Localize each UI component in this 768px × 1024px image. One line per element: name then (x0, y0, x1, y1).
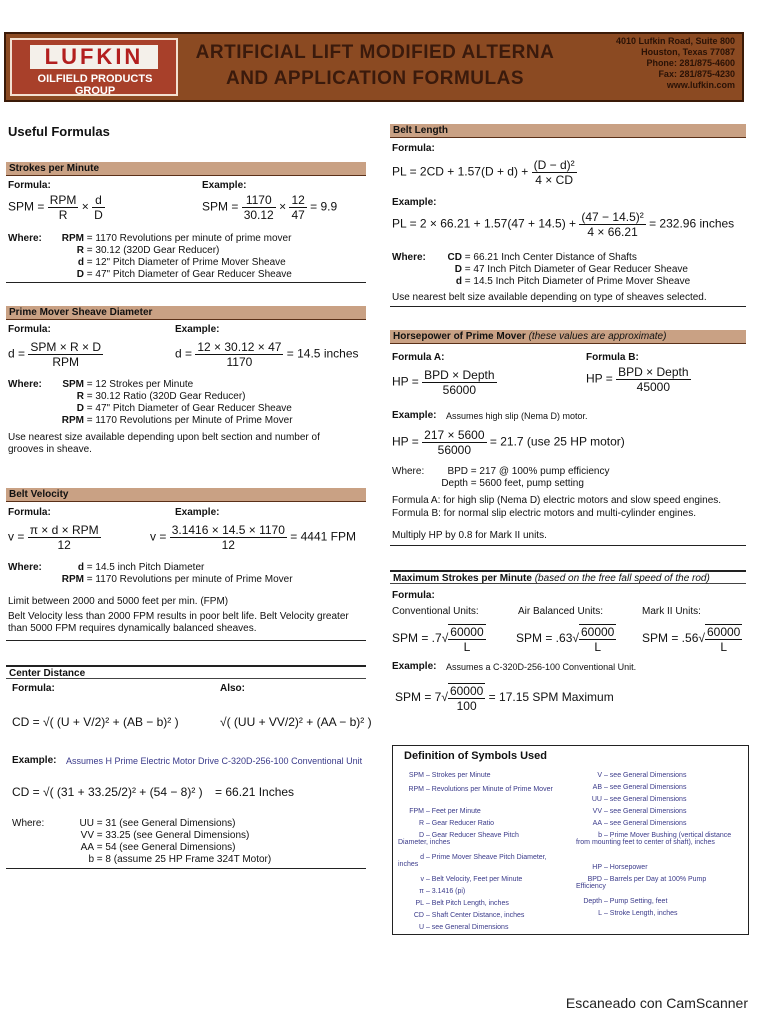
def-row: d = 14.5 inch Pitch Diameter (77, 562, 205, 573)
def-row: BPD = 217 @ 100% pump efficiency (447, 466, 610, 477)
strokes-formula: SPM = $\frac{\text{RPM}}{R}$ × $\frac{d}{D}$ (8, 193, 103, 222)
bl-formula: PL = 2CD + 1.57(D + d) + $\frac{\text{(D − d)²}}{4 \times CD}$ (392, 158, 575, 187)
def-row: b = 8 (assume 25 HP Frame 324T Motor) (88, 854, 272, 865)
prime-formula-label: Formula: (8, 324, 51, 335)
section-belt-length-title: Belt Length (390, 124, 746, 138)
hp-defs (432, 466, 742, 490)
velocity-where-label: Where: (8, 562, 42, 573)
logo-main-text: LUFKIN (30, 45, 158, 69)
hp-example: HP = $\frac{217 \times 5600}{56000}$ = 21.7 (use 25 HP motor) (392, 428, 625, 457)
bl-defs (432, 252, 742, 288)
section-center-distance-title: Center Distance (6, 665, 366, 679)
symbol-row: RPM – Revolutions per Minute of Prime Mover (408, 786, 553, 793)
hp-note-b: Formula B: for normal slip electric motors and multi-cylinder engines. (392, 508, 696, 519)
symbols-title: Definition of Symbols Used (404, 750, 548, 762)
ms-title-note: (based on the free fall speed of the rod) (534, 573, 710, 584)
hp-note-a: Formula A: for high slip (Nema D) electric motors and slow speed engines. (392, 495, 722, 506)
ms-conv-label: Conventional Units: (392, 606, 479, 617)
strokes-example: SPM = $\frac{1170}{30.12}$ × $\frac{12}{47}$ = 9.9 (202, 193, 338, 222)
symbol-row: AB – see General Dimensions (592, 784, 687, 791)
camscanner-watermark: Escaneado con CamScanner (565, 995, 748, 1011)
hp-formula-a-label: Formula A: (392, 352, 445, 363)
divider (390, 545, 746, 546)
symbol-row: D – Gear Reducer Sheave Pitch Diameter, inches (398, 832, 519, 846)
bl-example: PL = 2 × 66.21 + 1.57(47 + 14.5) + $\frac{\text{(47 − 14.5)²}}{4 \times 66.21}$ = 232.96 inches (392, 210, 735, 239)
divider (6, 868, 366, 869)
section-belt-velocity-title: Belt Velocity (6, 488, 366, 502)
logo-sub-text: OILFIELD PRODUCTS GROUP (37, 73, 153, 97)
page-title: Useful Formulas (8, 124, 110, 139)
address-line: Fax: 281/875-4230 (658, 69, 735, 79)
symbol-row: UU – see General Dimensions (591, 796, 687, 803)
strokes-defs (50, 233, 360, 281)
divider (6, 282, 366, 283)
velocity-example: v = $\frac{3.1416 \times 14.5 \times 1170}{12}$ = 4441 FPM (150, 523, 356, 552)
ms-example: SPM = 7√ $\frac{60000}{100}$ = 17.15 SPM Maximum (395, 684, 614, 713)
address-line: Phone: 281/875-4600 (646, 58, 735, 68)
banner-title (195, 40, 555, 92)
banner-address (585, 36, 735, 91)
symbol-row: FPM – Feet per Minute (409, 808, 481, 815)
symbol-row: d – Prime Mover Sheave Pitch Diameter, inches (398, 854, 547, 868)
symbol-row: BPD – Barrels per Day at 100% Pump Efficiency (576, 876, 707, 890)
def-row: UU = 31 (see General Dimensions) (79, 818, 236, 829)
prime-example-label: Example: (175, 324, 220, 335)
def-row: R = 30.12 Ratio (320D Gear Reducer) (76, 391, 246, 402)
hp-example-label: Example: (392, 410, 437, 421)
cd-example: CD = √( (31 + 33.25/2)² + (54 − 8)² ) (12, 785, 203, 799)
def-row: Depth = 5600 feet, pump setting (441, 478, 584, 489)
prime-defs (50, 379, 360, 427)
def-row: RPM = 1170 Revolutions per minute of prime mover (61, 233, 292, 244)
cd-also-formula: √( (UU + VV/2)² + (AA − b)² ) (220, 715, 372, 729)
lufkin-logo (10, 38, 178, 96)
hp-formula-a: HP = $\frac{\text{BPD × Depth}}{56000}$ (392, 368, 495, 397)
symbol-row: π – 3.1416 (pi) (419, 888, 466, 895)
def-row: D = 47" Pitch Diameter of Gear Reducer Sheave (76, 269, 292, 280)
ms-air-label: Air Balanced Units: (518, 606, 604, 617)
section-max-strokes-title (390, 570, 746, 584)
def-row: D = 47" Pitch Diameter of Gear Reducer Sheave (76, 403, 292, 414)
def-row: R = 30.12 (320D Gear Reducer) (76, 245, 220, 256)
symbol-row: VV – see General Dimensions (592, 808, 687, 815)
cd-example-note: Assumes H Prime Electric Motor Drive C-320D-256-100 Conventional Unit (66, 756, 363, 766)
symbol-row: U – see General Dimensions (418, 924, 509, 931)
address-line: www.lufkin.com (666, 80, 735, 90)
hp-title: Horsepower of Prime Mover (393, 331, 526, 342)
strokes-example-label: Example: (202, 180, 247, 191)
def-row: CD = 66.21 Inch Center Distance of Shafts (447, 252, 637, 263)
velocity-formula: v = $\frac{\text{π × d × RPM}}{12}$ (8, 523, 99, 552)
def-row: RPM = 1170 Revolutions per minute of Prime Mover (61, 574, 293, 585)
cd-formula-label: Formula: (12, 683, 55, 694)
hp-title-note: (these values are approximate) (528, 331, 667, 342)
symbol-row: V – see General Dimensions (597, 772, 687, 779)
bl-note: Use nearest belt size available depending on type of sheaves selected. (392, 292, 707, 303)
ms-conv-formula: SPM = .7√ $\frac{60000}{L}$ (392, 625, 484, 654)
velocity-note-1: Limit between 2000 and 5000 feet per min. (FPM) (8, 596, 229, 607)
ms-mark-label: Mark II Units: (642, 606, 701, 617)
def-row: D = 47 Inch Pitch Diameter of Gear Reducer Sheave (454, 264, 688, 275)
hp-example-note: Assumes high slip (Nema D) motor. (446, 411, 588, 421)
symbol-row: v – Belt Velocity, Feet per Minute (420, 876, 523, 883)
hp-formula-b: HP = $\frac{\text{BPD × Depth}}{45000}$ (586, 365, 689, 394)
cd-also-label: Also: (220, 683, 245, 694)
symbol-row: HP – Horsepower (592, 864, 648, 871)
symbol-row: CD – Shaft Center Distance, inches (413, 912, 525, 919)
symbol-row: b – Prime Mover Bushing (vertical distance from mounting feet to center of shaft), inches (576, 832, 732, 846)
prime-example: d = $\frac{12 \times 30.12 \times 47}{1170}$ = 14.5 inches (175, 340, 359, 369)
ms-title: Maximum Strokes per Minute (393, 573, 532, 584)
address-line: 4010 Lufkin Road, Suite 800 (615, 36, 735, 46)
bl-formula-label: Formula: (392, 143, 435, 154)
banner-title-line2: AND APPLICATION FORMULAS (225, 68, 525, 89)
cd-example-label: Example: (12, 755, 57, 766)
def-row: RPM = 1170 Revolutions per Minute of Prime Mover (61, 415, 293, 426)
cd-defs (60, 818, 360, 866)
hp-note-c: Multiply HP by 0.8 for Mark II units. (392, 530, 547, 541)
section-prime-mover-title: Prime Mover Sheave Diameter (6, 306, 366, 320)
ms-formula-label: Formula: (392, 590, 435, 601)
symbol-row: SPM – Strokes per Minute (408, 772, 491, 779)
symbol-row: PL – Belt Pitch Length, inches (415, 900, 509, 907)
velocity-note-2: Belt Velocity less than 2000 FPM results in poor belt life. Belt Velocity greater than 5000 FPM requires dynamically balanced sheaves. (8, 611, 349, 634)
def-row: VV = 33.25 (see General Dimensions) (80, 830, 250, 841)
banner-title-line1: ARTIFICIAL LIFT MODIFIED ALTERNA (195, 42, 555, 63)
def-row: d = 12" Pitch Diameter of Prime Mover Sheave (77, 257, 286, 268)
divider (390, 306, 746, 307)
def-row: AA = 54 (see General Dimensions) (80, 842, 236, 853)
strokes-formula-label: Formula: (8, 180, 51, 191)
cd-formula: CD = √( (U + V/2)² + (AB − b)² ) (12, 715, 179, 729)
ms-air-formula: SPM = .63√ $\frac{60000}{L}$ (516, 625, 615, 654)
section-strokes-title: Strokes per Minute (6, 162, 366, 176)
bl-where-label: Where: (392, 252, 426, 263)
cd-where-label: Where: (12, 818, 45, 829)
prime-where-label: Where: (8, 379, 42, 390)
symbol-row: R – Gear Reducer Ratio (418, 820, 495, 827)
prime-formula: d = $\frac{\text{SPM × R × D}}{\text{RPM}}$ (8, 340, 102, 369)
section-horsepower-title (390, 330, 746, 344)
strokes-where-label: Where: (8, 233, 42, 244)
velocity-formula-label: Formula: (8, 507, 51, 518)
symbol-row: Depth – Pump Setting, feet (583, 898, 668, 905)
velocity-example-label: Example: (175, 507, 220, 518)
hp-where-label: Where: (392, 466, 425, 477)
address-line: Houston, Texas 77087 (641, 47, 735, 57)
def-row: d = 14.5 Inch Pitch Diameter of Prime Mover Sheave (455, 276, 691, 287)
ms-example-label: Example: (392, 661, 437, 672)
hp-formula-b-label: Formula B: (586, 352, 639, 363)
velocity-defs (50, 562, 360, 586)
bl-example-label: Example: (392, 197, 437, 208)
prime-note: Use nearest size available depending upon belt section and number of grooves in sheave. (8, 432, 320, 455)
symbol-row: L – Stroke Length, inches (598, 910, 678, 917)
cd-example-result: = 66.21 Inches (215, 785, 295, 799)
ms-mark-formula: SPM = .56√ $\frac{60000}{L}$ (642, 625, 741, 654)
symbol-row: AA – see General Dimensions (592, 820, 687, 827)
ms-example-note: Assumes a C-320D-256-100 Conventional Unit. (446, 662, 637, 672)
def-row: SPM = 12 Strokes per Minute (62, 379, 194, 390)
divider (6, 640, 366, 641)
